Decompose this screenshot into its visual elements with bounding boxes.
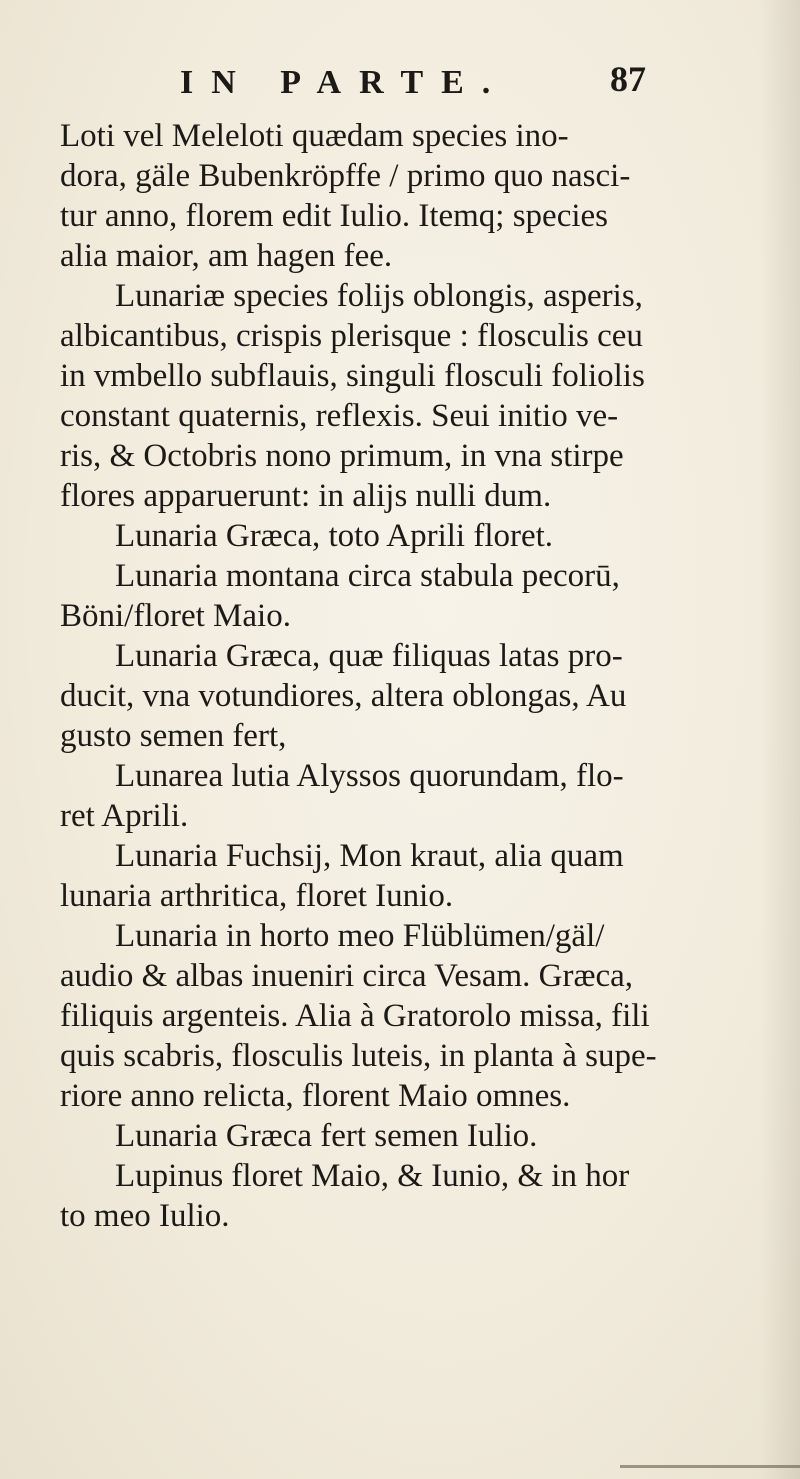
text-line: Loti vel Meleloti quædam species ino- bbox=[60, 118, 569, 154]
text-line: Lupinus floret Maio, & Iunio, & in hor bbox=[115, 1158, 630, 1194]
text-line: lunaria arthritica, floret Iunio. bbox=[60, 878, 454, 914]
text-line: Lunaria Græca fert semen Iulio. bbox=[115, 1118, 538, 1154]
text-line: dora, gäle Bubenkröpffe / primo quo nasci- bbox=[60, 158, 631, 194]
text-line: Lunaria montana circa stabula pecorū, bbox=[115, 558, 620, 594]
text-line: audio & albas inueniri circa Vesam. Græca, bbox=[60, 958, 634, 994]
running-head bbox=[180, 58, 680, 102]
text-line: Lunaria Græca, quæ filiquas latas pro- bbox=[115, 638, 623, 674]
text-line: in vmbello subflauis, singuli flosculi foliolis bbox=[60, 358, 645, 394]
text-line: Lunaria in horto meo Flüblümen/gäl/ bbox=[115, 918, 605, 954]
text-line: constant quaternis, reflexis. Seui initio ve- bbox=[60, 398, 619, 434]
text-line: riore anno relicta, florent Maio omnes. bbox=[60, 1078, 571, 1114]
text-line: filiquis argenteis. Alia à Gratorolo missa, fili bbox=[60, 998, 650, 1034]
text-line: quis scabris, flosculis luteis, in planta à supe- bbox=[60, 1038, 657, 1074]
text-line: Lunariæ species folijs oblongis, asperis, bbox=[115, 278, 643, 314]
text-line: to meo Iulio. bbox=[60, 1198, 230, 1234]
text-line: Lunaria Græca, toto Aprili floret. bbox=[115, 518, 554, 554]
page-number: 87 bbox=[610, 59, 646, 99]
running-title: IN PARTE. bbox=[180, 64, 509, 101]
text-line: alia maior, am hagen fee. bbox=[60, 238, 393, 274]
text-line: Lunarea lutia Alyssos quorundam, flo- bbox=[115, 758, 624, 794]
text-line: albicantibus, crispis plerisque : flosculis ceu bbox=[60, 318, 643, 354]
text-line: gusto semen fert, bbox=[60, 718, 287, 754]
text-line: flores apparuerunt: in alijs nulli dum. bbox=[60, 478, 552, 514]
text-line: ris, & Octobris nono primum, in vna stirpe bbox=[60, 438, 624, 474]
text-line: ret Aprili. bbox=[60, 798, 189, 834]
text-line: Lunaria Fuchsij, Mon kraut, alia quam bbox=[115, 838, 624, 874]
text-line: Böni/floret Maio. bbox=[60, 598, 291, 634]
text-line: ducit, vna votundiores, altera oblongas, Au bbox=[60, 678, 627, 714]
text-line: tur anno, florem edit Iulio. Itemq; species bbox=[60, 198, 609, 234]
bottom-edge-rule bbox=[620, 1465, 800, 1468]
page-edge-shadow bbox=[760, 0, 800, 1479]
